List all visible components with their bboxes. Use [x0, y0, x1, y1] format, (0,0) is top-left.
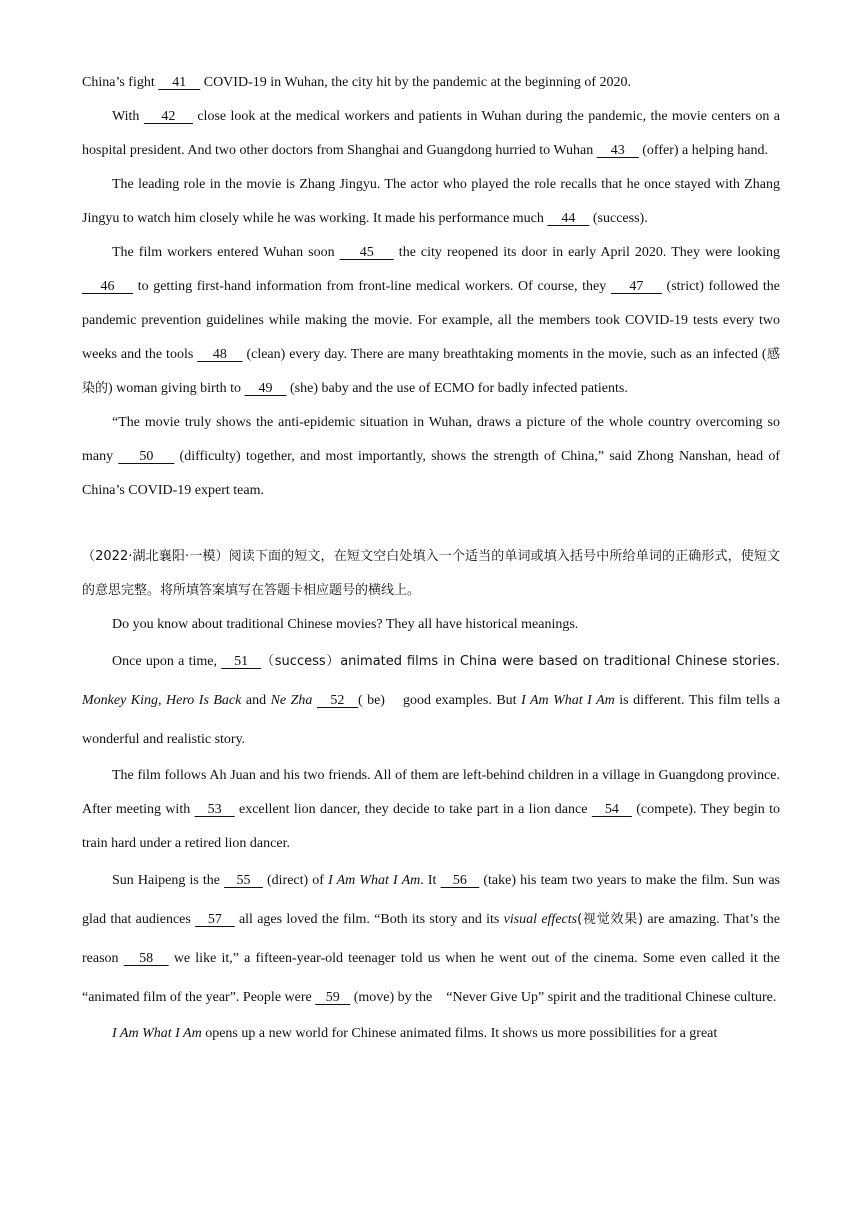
- blank-49[interactable]: 49: [244, 381, 287, 396]
- paragraph-6: Do you know about traditional Chinese movies? They all have historical meanings.: [112, 617, 579, 632]
- blank-41[interactable]: 41: [158, 75, 201, 90]
- blank-51[interactable]: 51: [221, 654, 261, 669]
- blank-42[interactable]: 42: [143, 109, 193, 124]
- paragraph-9: Sun Haipeng is the 55 (direct) of I Am What I Am. It 56 (take) his team two years to make the film. Sun was glad that audiences 57 all ages loved the film. “Both its story and its visual effects(视觉效果) are amazing. That’s the reason 58 we like it,” a fifteen-year-old teenager told us when he went out of the cinema. Some even called it the “animated film of the year”. People were 59 (move) by the “Never Give Up” spirit and the traditional Chinese culture.: [82, 873, 780, 1005]
- paragraph-1: China’s fight 41 COVID-19 in Wuhan, the city hit by the pandemic at the beginning of 2020.: [82, 75, 631, 90]
- blank-54[interactable]: 54: [591, 802, 632, 817]
- blank-56[interactable]: 56: [440, 873, 480, 888]
- paragraph-7: Once upon a time, 51 （success）animated films in China were based on traditional Chinese stories. Monkey King, Hero Is Back and Ne Zha 52 ( be) good examples. But I Am What I Am is different. This film tells a wonderful and realistic story.: [82, 654, 781, 747]
- paragraph-4: The film workers entered Wuhan soon 45 the city reopened its door in early April 2020. They were looking 46 to getting first-hand information from front-line medical workers. Of course, they 47 (strict) followed the pandemic prevention guidelines while making the movie. For example, all the members took COVID-19 tests every two weeks and the tools 48 (clean) every day. There are many breathtaking moments in the movie, such as an infected (感染的) woman giving birth to 49 (she) baby and the use of ECMO for badly infected patients.: [82, 245, 781, 396]
- paragraph-8: The film follows Ah Juan and his two friends. All of them are left-behind children in a village in Guangdong province. After meeting with 53 excellent lion dancer, they decide to take part in a lion dance 54 (compete). They begin to train hard under a retired lion dancer.: [82, 768, 781, 851]
- blank-47[interactable]: 47: [610, 279, 662, 294]
- blank-52[interactable]: 52: [316, 693, 358, 708]
- blank-53[interactable]: 53: [194, 802, 235, 817]
- blank-58[interactable]: 58: [123, 951, 169, 966]
- document-page: [82, 66, 780, 1051]
- blank-59[interactable]: 59: [315, 990, 351, 1005]
- paragraph-5: “The movie truly shows the anti-epidemic situation in Wuhan, draws a picture of the whole country overcoming so many 50 (difficulty) together, and most importantly, shows the strength of China,” said Zhong Nanshan, head of China’s COVID-19 expert team.: [82, 415, 781, 498]
- blank-50[interactable]: 50: [118, 449, 175, 464]
- blank-48[interactable]: 48: [197, 347, 243, 362]
- blank-55[interactable]: 55: [224, 873, 263, 888]
- paragraph-3: The leading role in the movie is Zhang Jingyu. The actor who played the role recalls that he once stayed with Zhang Jingyu to watch him closely while he was working. It made his performance much 44 (success).: [82, 177, 780, 226]
- blank-57[interactable]: 57: [195, 912, 235, 927]
- blank-46[interactable]: 46: [82, 279, 134, 294]
- blank-45[interactable]: 45: [339, 245, 394, 260]
- paragraph-10: I Am What I Am opens up a new world for Chinese animated films. It shows us more possibilities for a great: [112, 1026, 718, 1041]
- paragraph-2: With 42 close look at the medical workers and patients in Wuhan during the pandemic, the movie centers on a hospital president. And two other doctors from Shanghai and Guangdong hurried to Wuhan 43 (offer) a helping hand.: [82, 109, 781, 158]
- exercise-instruction: （2022·湖北襄阳·一模）阅读下面的短文，在短文空白处填入一个适当的单词或填入括号中所给单词的正确形式，使短文的意思完整。将所填答案填写在答题卡相应题号的横线上。: [82, 549, 780, 598]
- blank-44[interactable]: 44: [547, 211, 590, 226]
- blank-43[interactable]: 43: [596, 143, 639, 158]
